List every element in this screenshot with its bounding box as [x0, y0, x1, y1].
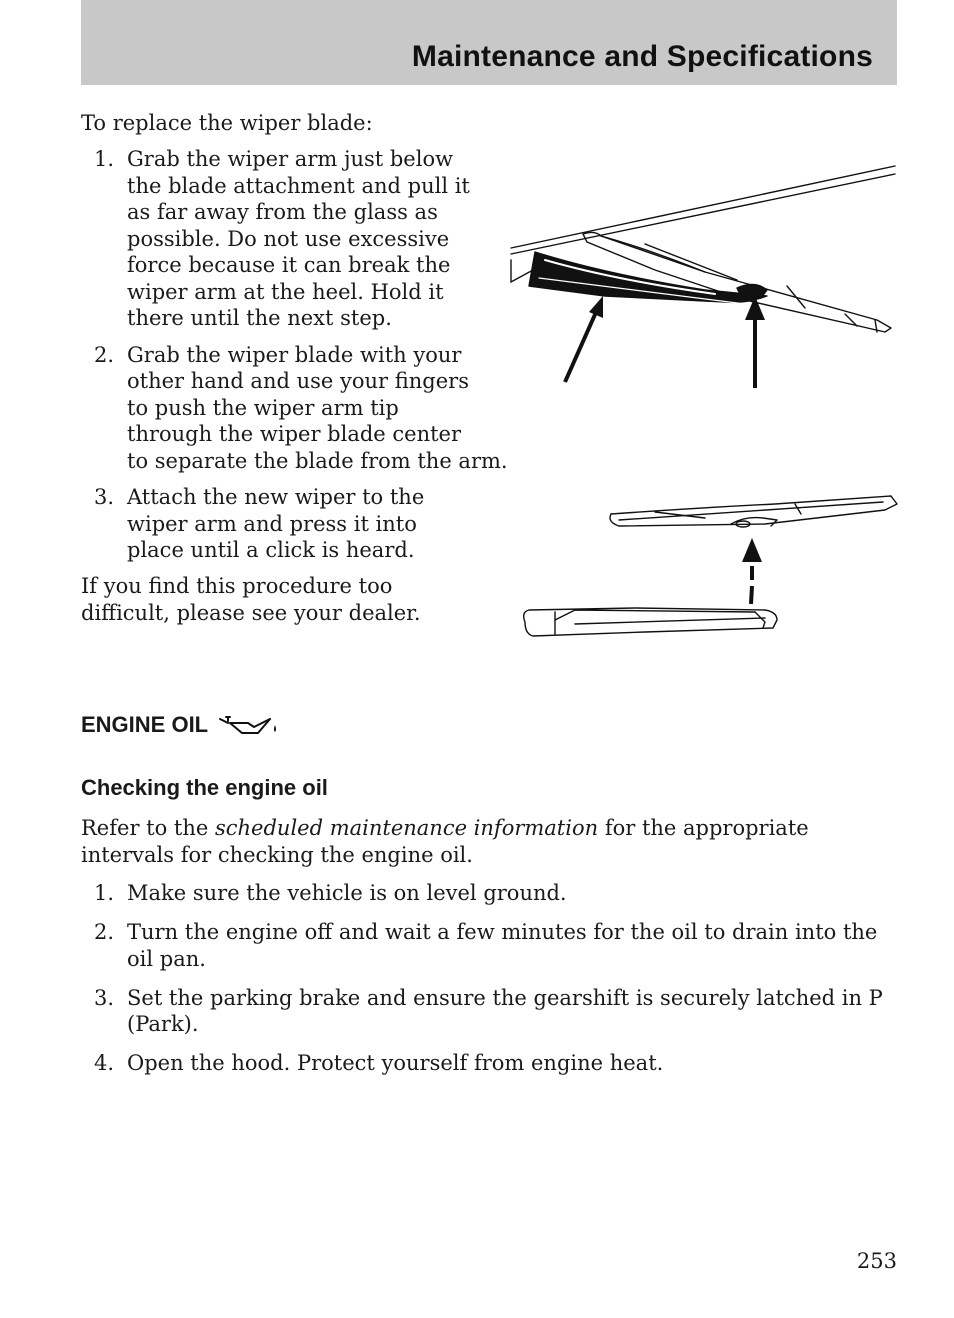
- closing-line: If you find this procedure too: [81, 574, 393, 598]
- step-line: Grab the wiper arm just below: [127, 147, 454, 171]
- step-text: Set the parking brake and ensure the gearshift is securely latched in P (Park).: [127, 985, 883, 1036]
- step-number: 3.: [94, 485, 115, 509]
- step-line: through the wiper blade center: [127, 422, 462, 446]
- wiper-blade-separation-illustration: [515, 490, 900, 650]
- oil-step: [81, 919, 897, 972]
- step-line: force because it can break the: [127, 253, 451, 277]
- step-number: 2.: [94, 920, 115, 944]
- step-number: 3.: [94, 985, 115, 1010]
- oil-steps: [81, 880, 897, 1089]
- wiper-closing: [81, 573, 461, 626]
- step-number: 4.: [94, 1051, 115, 1075]
- section-title: [81, 712, 280, 738]
- para-emphasis: scheduled maintenance information: [214, 816, 599, 840]
- wiper-step: [81, 342, 531, 475]
- arrow-icon: [745, 296, 765, 388]
- section-subtitle: Checking the engine oil: [81, 775, 328, 800]
- page-number: 253: [856, 1249, 897, 1273]
- step-line: Attach the new wiper to the: [127, 485, 425, 509]
- page-title: Maintenance and Specifications: [411, 40, 873, 73]
- oil-step: [81, 985, 897, 1038]
- header-band: [81, 0, 897, 85]
- closing-line: difficult, please see your dealer.: [81, 600, 421, 625]
- step-line: the blade attachment and pull it: [127, 173, 470, 198]
- step-number: 1.: [94, 147, 115, 171]
- step-line: wiper arm at the heel. Hold it: [127, 279, 444, 304]
- wiper-step: [81, 146, 531, 332]
- oil-step: [81, 1050, 897, 1077]
- step-text: Make sure the vehicle is on level ground.: [127, 881, 567, 905]
- wiper-steps: [81, 146, 531, 574]
- arrow-icon: [565, 296, 603, 382]
- step-number: 2.: [94, 342, 115, 367]
- wiper-intro: To replace the wiper blade:: [81, 111, 373, 135]
- arrow-icon: [742, 538, 762, 604]
- section-title-text: ENGINE OIL: [81, 712, 209, 737]
- step-number: 1.: [94, 881, 115, 905]
- oil-can-icon: [218, 713, 280, 737]
- step-line: to separate the blade from the arm.: [127, 448, 508, 473]
- step-line: to push the wiper arm tip: [127, 395, 399, 420]
- step-text: Open the hood. Protect yourself from engine heat.: [127, 1051, 664, 1075]
- oil-intro-paragraph: [81, 815, 897, 868]
- step-line: other hand and use your fingers: [127, 369, 469, 393]
- wiper-step: [81, 484, 531, 564]
- step-line: possible. Do not use excessive: [127, 226, 450, 251]
- step-line: as far away from the glass as: [127, 200, 438, 224]
- step-text: Turn the engine off and wait a few minutes for the oil to drain into the oil pan.: [127, 920, 878, 971]
- para-text: for the appropriate intervals for checking the engine oil.: [81, 816, 809, 867]
- step-line: there until the next step.: [127, 306, 392, 330]
- para-text: Refer to the: [81, 816, 215, 840]
- oil-step: [81, 880, 897, 907]
- step-line: place until a click is heard.: [127, 538, 415, 562]
- step-line: Grab the wiper blade with your: [127, 342, 462, 367]
- wiper-arm-illustration: [505, 160, 900, 395]
- step-line: wiper arm and press it into: [127, 511, 417, 536]
